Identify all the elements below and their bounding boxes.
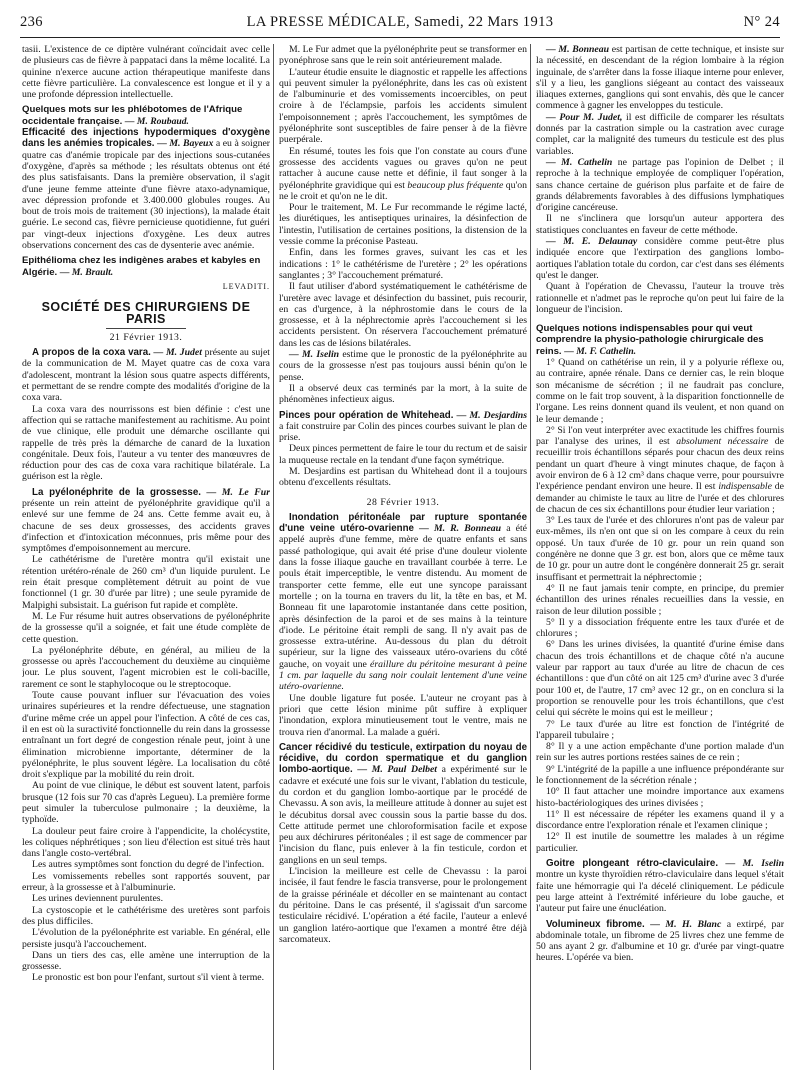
paragraph-text: a fait construire par Colin des pinces courbes suivant le plan de prise. [279,420,527,444]
author-name: — M. E. Delaunay [546,236,638,248]
paragraph-text: de recueillir trois échantillons séparés pour chacun des deux reins pendant un quart d'heure à vingt minutes chaque, de façon à avoir environ de 6 à 12 cm³ dans chaque verre, pour poursuivre l'expérience pendant environ une heure. Il est [536,436,784,493]
author-name: — M. Brault. [59,266,114,278]
author-name: — Pour M. Judet, [546,111,623,123]
paragraph: Une double ligature fut posée. L'auteur ne croyant pas à priori que cette lésion minime pût suffire à expliquer l'inondation, explora minutieusement tout le ventre, mais ne trouva rien d'anormal. La malade a guéri. [279,692,527,738]
paragraph [536,236,784,281]
section-heading [22,104,270,127]
heading-rule [106,328,186,329]
paragraph-text: présente au sujet de la communication de M. Mayet quatre cas de coxa vara d'adolescent, montrant la lésion sous quatre aspects différents, et permettant de se rendre compte des modalités d'origine de la coxa vara. [22,347,270,404]
author-name: — M. Cathelin [546,156,613,168]
paragraph: Dans un tiers des cas, elle amène une interruption de la grossesse. [22,949,270,973]
article-lead [279,410,527,444]
paragraph-text: de demander au chimiste le taux au litre de l'urée et des chlorures de chacun de ces six échantillons pour étudier leur variation ; [536,481,784,515]
session-date: 21 Février 1913. [109,331,183,343]
author-name: — M. Paul Delbet [357,764,438,776]
paragraph: 1° Quand on cathétérise un rein, il y a polyurie réflexe ou, au contraire, apnée rénale. Dans ce dernier cas, le rein bloque son mécanisme de sécrétion ; il ne faudrait pas conclure, comme on le fait trop souvent, à la disparition fonctionnelle de l'organe. Les reins donnent quand ils veulent, et non quand on le leur demande ; [536,357,784,425]
heading-text: Inondation péritonéale par rupture spontanée d'une veine utéro-ovarienne [279,511,527,535]
paragraph: La cystoscopie et le cathétérisme des uretères sont parfois des plus difficiles. [22,904,270,927]
paragraph-text: il est difficile de comparer les résultats donnés par la castration simple ou la castration avec curage complet, car la malignité des tumeurs du testicule est des plus variables. [536,111,784,157]
paragraph: L'évolution de la pyélonéphrite est variable. En général, elle persiste jusqu'à l'accouchement. [22,927,270,950]
header-rule [20,37,780,38]
author-name: — M. F. Cathelin. [564,345,637,357]
paragraph-text: ne partage pas l'opinion de Delbet ; il reproche à la technique employée de compliquer l'opération, sans chance certaine de guérison plus parfaite et de faire de grands délabrements favorables à des diffusions lymphatiques d'origine cancéreuse. [536,156,784,214]
signature: LEVADITI. [222,281,270,291]
paragraph: Il a observé deux cas terminés par la mort, à la suite de phénomènes infectieux aigus. [279,382,527,406]
column-1 [22,44,270,1074]
paragraph: 7° Le taux d'urée au litre est fonction de l'intégrité de l'appareil tubulaire ; [536,718,784,741]
paragraph: 9° L'intégrité de la papille a une influence prépondérante sur le fonctionnement de la sécrétion rénale ; [536,763,784,786]
paragraph: 12° Il est inutile de soumettre les malades à un régime particulier. [536,831,784,854]
paragraph: M. Le Fur résume huit autres observations de pyélonéphrite de la grossesse qu'il a soignée, et fait une étude complète de cette question. [22,610,270,645]
heading-text: Efficacité des injections hypodermiques d'oxygène dans les anémies tropicales. [22,127,270,150]
paragraph: Les autres symptômes sont fonction du degré de l'infection. [32,859,265,871]
paragraph: La douleur peut faire croire à l'appendicite, la cholécystite, les coliques néphrétiques ; son lieu d'élection est situé très haut dans l'angle costo-vertébral. [22,825,270,860]
author-name: — M. R. Bonneau [419,523,502,535]
paragraph-text: a extirpé, par abdominale totale, un fibrome de 25 livres chez une femme de 50 ans ayant 2 gr. d'albumine et 10 gr. d'urée par vingt-quatre heures. L'opérée va bien. [536,918,784,964]
paragraph: Il ne s'inclinera que lorsqu'un auteur apportera des statistiques concluantes en faveur de cette méthode. [536,213,784,236]
emphasis-text: éraillure du péritoine mesurant à peine 1 cm. par laquelle du sang noir coulait lentement d'une veine utéro-ovarienne. [279,658,527,693]
paragraph-text: a été appelé auprès d'une femme, mère de quatre enfants et sans passé pathologique, qui avait été prise d'une douleur violente dans la fosse iliaque gauche en travaillant courbée à terre. Le pouls était imperceptible, le ventre distendu. Au moment de transporter cette femme, elle eut une syncope paraissant mortelle ; on la tourna en travers du lit, la tête en bas, et M. Bonneau fit une laparotomie instantanée dans cette position, après désinfection de la paroi et de ses mains à la teinture d'iode. Le péritoine était rempli de sang. Il n'y avait pas de grossesse extra-utérine. Au-dessous du plan du détroit supérieur, sur la ligne des vaisseaux utéro-ovariens du côté gauche, on voyait une [279,523,527,670]
paragraph: Pour le traitement, M. Le Fur recommande le régime lacté, les diurétiques, les antiseptiques urinaires, la désinfection de l'intestin, l'utilisation de certaines positions, la distension de la vessie comme la préconise Pasteau. [279,202,527,248]
heading-text: Goitre plongeant rétro-claviculaire. [546,858,719,870]
column-3 [536,44,784,1074]
author-name: — M. Roubaud. [124,115,189,127]
article-lead [22,127,270,251]
paragraph [279,146,527,202]
section-heading [536,323,784,357]
emphasis-text: indispensable [718,481,772,493]
emphasis-text: beaucoup plus fréquente [407,179,504,191]
paragraph-text: considère comme peut-être plus indiquée encore que l'extirpation des ganglions lombo-aortiques l'ablation totale du cordon, car c'est dans ses éléments qu'est le danger. [536,236,784,281]
paragraph: 4° Il ne faut jamais tenir compte, en principe, du premier échantillon des urines rénales recueillies dans la vessie, en raison de leur dilution possible ; [536,582,784,617]
column-separator [530,44,531,1070]
article-lead [279,742,527,866]
heading-text: A propos de la coxa vara. [32,347,151,359]
paragraph: Le cathétérisme de l'uretère montra qu'il existait une rétention urétéro-rénale de 260 cm³ d'un liquide purulent. Le rein était presque complètement détruit au point de vue fonctionnel (1 gr. 30 d'urée par litre) ; une seule pyramide de Malpighi subsistait. La guérison fut rapide et complète. [22,554,270,611]
paragraph: 11° Il est nécessaire de répéter les examens quand il y a discordance entre l'exploration rénale et l'examen clinique ; [536,808,784,832]
author-name: — M. Le Fur [206,486,270,498]
article-lead [536,919,784,964]
heading-text: Epithélioma chez les indigènes arabes et kabyles en Algérie. [22,255,261,278]
paragraph [536,112,784,157]
heading-text: Quelques notions indispensables pour qui veut comprendre la physio-pathologie chirurgicale des reins. [536,323,764,357]
page-header [20,14,780,34]
article-lead [22,487,270,555]
journal-title: LA PRESSE MÉDICALE, Samedi, 22 Mars 1913 [246,14,554,30]
paragraph: L'auteur étudie ensuite le diagnostic et rappelle les affections qui peuvent simuler la pyélonéphrite, dans les cas où existent de l'albuminurie et des vomissements incoercibles, on peut croire à de l'éclampsie, parfois les accidents simulent l'empoisonnement ; après l'accouchement, les symptômes de pyélonéphrite sont susceptibles de faire penser à de la fièvre puerpérale. [279,66,527,146]
emphasis-text: absolument nécessaire [676,436,769,448]
paragraph [536,425,784,515]
paragraph: Il faut utiliser d'abord systématiquement le cathétérisme de l'uretère avec lavage et désinfection du bassinet, puis recourir, en cas d'urgence, à la néphrostomie dans le cours de la grossesse, et à la néphrectomie après l'accouchement si les accidents persistent. On réservera l'accouchement prématuré dans les cas de lésions bilatérales. [279,281,527,349]
paragraph-text: estime que le pronostic de la pyélonéphrite au cours de la grossesse n'est pas toujours aussi bénin qu'on le pense. [279,349,527,383]
paragraph: Enfin, dans les formes graves, suivant les cas et les indications : 1° le cathétérisme de l'uretère ; 2° les opérations sanglantes ; 3° l'accouchement prématuré. [279,247,527,281]
paragraph-text: est partisan de cette technique, et insiste sur la nécessité, en descendant de la région lombaire à la région inguinale, de s'arrêter dans la fosse iliaque interne pour enlever, s'il y a lieu, les ganglions siégeant au contact des vaisseaux iliaques externes, ganglions qui sont envahis, dès que le cancer commence à gagner les enveloppes du testicule. [536,44,784,112]
author-name: — M. H. Blanc [650,918,722,930]
author-name: — M. Bonneau [546,44,610,55]
section-heading [22,255,270,278]
paragraph: Les vomissements rebelles sont rapportés souvent, par erreur, à la grossesse et à l'albuminurie. [22,870,270,894]
heading-text: Cancer récidivé du testicule, extirpation du noyau de récidive, du cordon spermatique et du ganglion lombo-aortique. [279,741,527,776]
author-name: — M. Iselin [289,349,340,361]
paragraph-text: En résumé, toutes les fois que l'on constate au cours d'une grossesse des accidents vagues ou graves qu'on ne peut rattacher à aucune cause nette et définie, il faut songer à la pyélonéphrite gravidique qui est [279,145,527,191]
paragraph: Le pronostic est bon pour l'enfant, surtout s'il vient à terme. [32,972,265,984]
session-date: 28 Février 1913. [366,496,440,508]
paragraph: 5° Il y a dissociation fréquente entre les taux d'urée et de chlorures ; [536,616,784,640]
article-lead [536,858,784,914]
paragraph: L'incision la meilleure est celle de Chevassu : la paroi incisée, il faut fendre le fascia transverse, pour le prolongement de la graisse périnéale et décoller en se maintenant au contact du péritoine. Dans le cas présenté, il s'agissait d'un sarcome testiculaire récidivé. L'opération a été facile, l'auteur a enlevé un ganglion latéro-aortique que l'examen a montré être déjà sarcomateux. [279,866,527,945]
paragraph-text: a expérimenté sur le cadavre et exécuté une fois sur le vivant, l'ablation du testicule, du cordon et du ganglion lombo-aortique par le procédé de Chevassu. A son avis, la meilleure attitude à donner au sujet est le décubitus dorsal avec coussin sous la partie basse du dos. Cette attitude permet une chloroformisation facile et expose peu aux déchirures péritonéales ; il est sage de commencer par l'incision du flanc, puis enlever à la fin testicule, cordon et ganglions en un seul temps. [279,764,527,866]
paragraph: Quant à l'opération de Chevassu, l'auteur la trouve très rationnelle et n'admet pas le reproche qu'on peut lui faire de la longueur de l'incision. [536,281,784,315]
paragraph-text: présente un rein atteint de pyélonéphrite gravidique qu'il a enlevé sur une femme de 24 ans. Cette femme avait eu, à chacune de ses deux grossesses, des accidents graves d'infection et d'intoxication méconnues, pris même pour des symptômes d'empoisonnement au mercure. [22,497,270,555]
paragraph: 8° Il y a une action empêchante d'une portion malade d'un rein sur les autres portions restées saines de ce rein ; [536,741,784,764]
paragraph: Deux pinces permettent de faire le tour du rectum et de saisir la muqueuse rectale en la tendant d'une façon symétrique. [279,443,527,466]
society-heading: SOCIÉTÉ DES CHIRURGIENS DE PARIS [41,300,251,326]
paragraph: M. Le Fur admet que la pyélonéphrite peut se transformer en pyonéphrose sans que le rein soit antérieurement malade. [279,44,527,67]
paragraph [279,349,527,383]
paragraph-text: qu'on ne le croit et qu'on ne le dit. [279,179,527,202]
author-name: — M. Judet [153,347,202,359]
column-2 [279,44,527,1074]
issue-number: N° 24 [743,14,780,30]
column-separator [273,44,274,1070]
heading-text: Pinces pour opération de Whitehead. [279,409,454,421]
paragraph: La coxa vara des nourrissons est bien définie : c'est une affection qui se rattache manifestement au rachitisme. Au point de vue clinique, elle produit une démarche oscillante qui rappelle de très près la démarche de canard de la luxation congénitale. Deux fois, l'auteur a vu tenter des manœuvres de réduction pour des cas de coxa vara rachitique bilatérale. La guérison est la règle. [22,403,270,483]
paragraph: Toute cause pouvant influer sur l'évacuation des voies urinaires supérieures et la rendre défectueuse, une stagnation d'urine même crée un appel pour l'infection. A côté de ces cas, il en est où la suractivité fonctionnelle du rein dans la grossesse entraînant un fort degré de congestion rénale peut, joint à une élimination microbienne importante, déterminer de la pyélonéphrite, le plus souvent légère. La localisation du côté droit s'explique par la mobilité du rein droit. [22,690,270,781]
heading-text: Quelques mots sur les phlébotomes de l'Afrique occidentale française. [22,104,243,127]
paragraph [536,157,784,213]
paragraph: La pyélonéphrite débute, en général, au milieu de la grossesse ou après l'accouchement du deuxième au cinquième jour. Le plus souvent, l'agent microbien est le coli-bacille, rarement ce sont le staphylocoque ou le streptocoque. [22,644,270,690]
paragraph: Les urines deviennent purulentes. [32,893,164,905]
heading-text: La pyélonéphrite de la grossesse. [32,486,201,498]
author-name: — M. Bayeux [157,138,214,150]
author-name: — M. Iselin [725,858,784,870]
article-lead [22,347,270,403]
paragraph: 6° Dans les urines divisées, la quantité d'urine émise dans chacun des trois échantillons et de chaque côté n'a aucune valeur par rapport au taux d'urée au litre de chacun de ces échantillons : que d'un côté on ait 125 cm³ d'urine avec 3 d'urée pour 100 et, de l'autre, 17 cm³ avec 12 gr., on en conclura si la proportion se renouvelle pour les trois échantillons, que c'est celui qui sécrète le moins qui est le meilleur ; [536,639,784,719]
paragraph-text: montre un kyste thyroïdien rétro-claviculaire dans lequel s'était faite une hémorragie qui l'a décelé cliniquement. Le pédicule peu large atteint à l'extrémité inférieure du lobe gauche, et l'auteur put faire une énucléation. [536,869,784,915]
paragraph [536,44,784,112]
paragraph: 3° Les taux de l'urée et des chlorures n'ont pas de valeur par eux-mêmes, ils n'en ont que si on les compare à ceux du rein opposé. Un taux d'urée de 10 gr. pour un rein quand son congénère ne donne que 3 gr. est bon, alors que ce même taux de 10 gr. pour un autre dont le congénère donnerait 25 gr. serait insuffisant et permettrait la néphrectomie ; [536,515,784,583]
heading-text: Volumineux fibrome. [546,918,645,930]
paragraph: Au point de vue clinique, le début est souvent latent, parfois brusque (12 fois sur 70 cas d'après Legueu). La première forme peut simuler la tuberculose pulmonaire ; la deuxième, la typhoïde. [22,780,270,826]
article-lead [279,512,527,693]
author-name: — M. Desjardins [456,409,527,421]
page-number: 236 [20,14,43,30]
paragraph: M. Desjardins est partisan du Whitehead dont il a toujours obtenu d'excellents résultats. [279,465,527,489]
paragraph: 10° Il faut attacher une moindre importance aux examens histo-bactériologiques des urines divisées ; [536,786,784,809]
paragraph-text: 2° Si l'on veut interpréter avec exactitude les chiffres fournis par l'analyse des urines, il est [536,424,784,448]
paragraph-text: a eu à soigner quatre cas d'anémie tropicale par des injections sous-cutanées d'oxygène, d'après sa méthode ; les résultats obtenus ont été des plus satisfaisants. Dans la première observation, il s'agit d'une jeune femme atteinte d'une fièvre ataxo-adynamique, avec dépression profonde et 3.400.000 globules rouges. Au bout de trois mois de traitement (30 injections), la malade était guérie. Le second cas, fièvre pernicieuse quotidienne, fut guéri par vingt-deux injections d'oxygène. Les deux autres observations concernent des cas de dysenterie avec anémie. [22,138,270,252]
paragraph: tasii. L'existence de ce diptère vulnérant coïncidait avec celle de plusieurs cas de fièvre à pappataci dans la même localité. La quinine n'exerce aucune action thérapeutique manifeste dans cette fièvre particulière. La convalescence est longue et il y a une profonde dépression intellectuelle. [22,44,270,101]
